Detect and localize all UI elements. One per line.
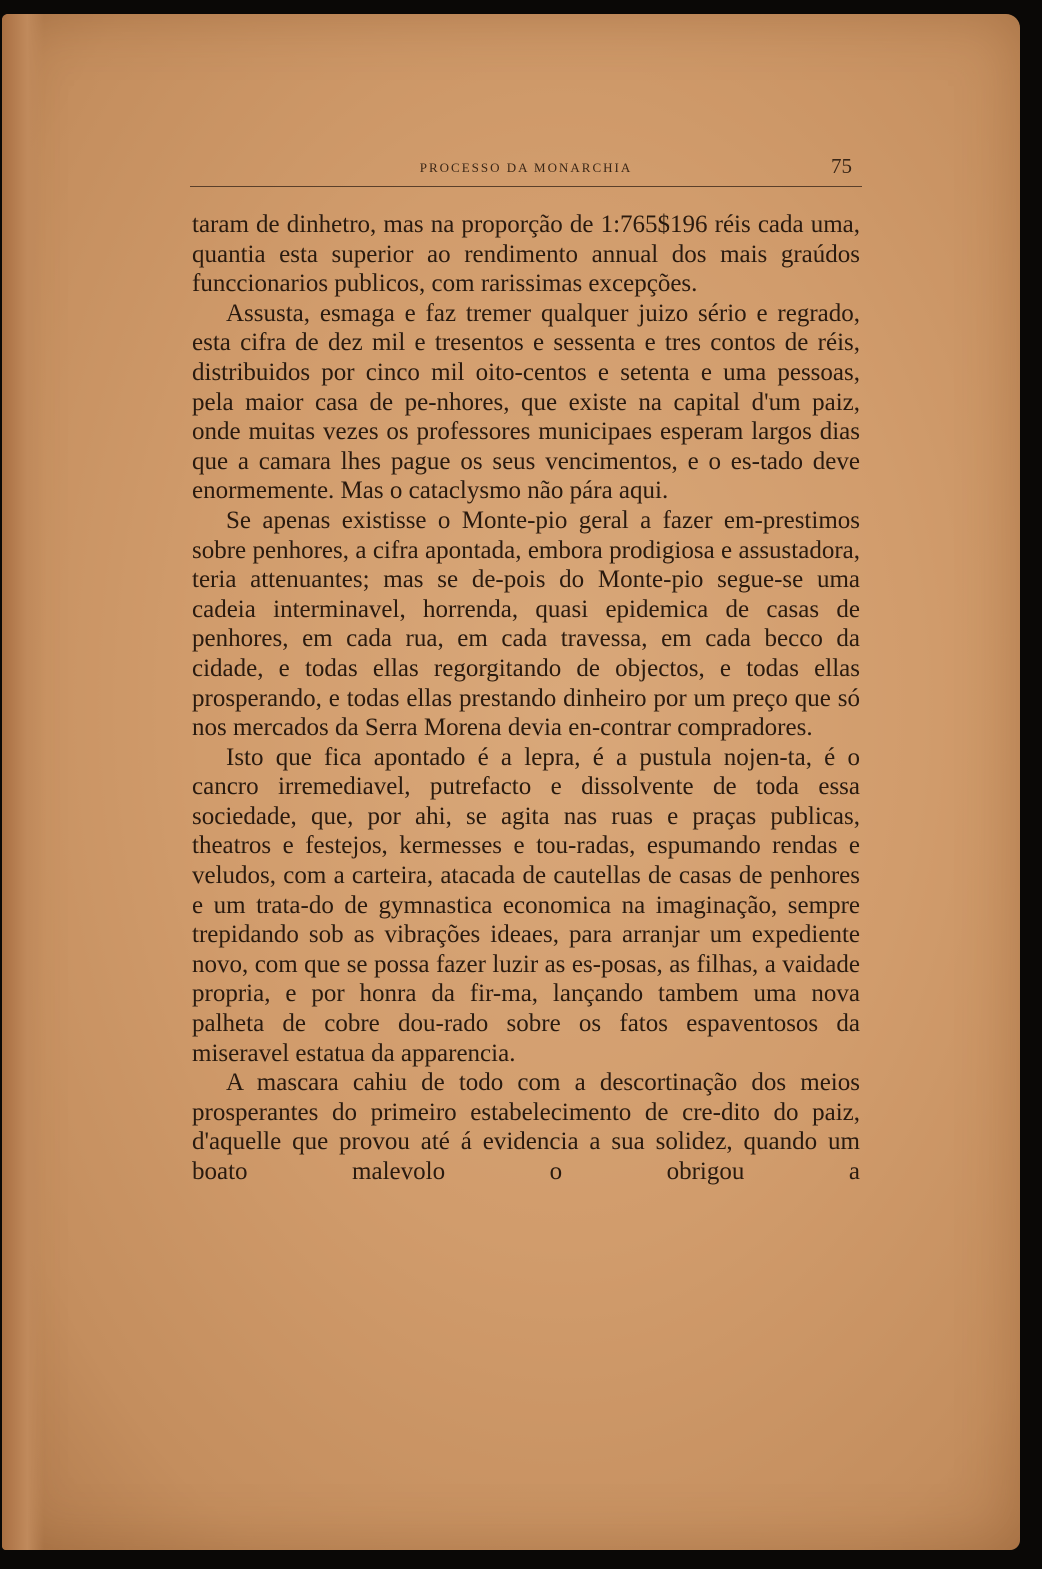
page-gutter-edge [2, 14, 44, 1550]
paragraph: A mascara cahiu de todo com a descortinação dos meios prosperantes do primeiro estabelecimento de cre-dito do paiz, d'aquelle que provou até á evidencia a sua solidez, quando um boato malevolo o obrigou a [192, 1069, 860, 1185]
paragraph-continuation: taram de dinhetro, mas na proporção de 1:765$196 réis cada uma, quantia esta superior ao rendimento annual dos mais graúdos funccionarios publicos, com rarissimas excepções. [192, 211, 860, 298]
page-number: 75 [831, 154, 852, 178]
paragraph: Isto que fica apontado é a lepra, é a pustula nojen-ta, é o cancro irremediavel, putrefacto e dissolvente de toda essa sociedade, que, por ahi, se agita nas ruas e praças publicas, theatros e festejos, kermesses e tou-radas, espumando rendas e veludos, com a carteira, atacada de cautellas de casas de penhores e um trata-do de gymnastica economica na imaginação, sempre trepidando sob as vibrações ideaes, para arranjar um expediente novo, com que se possa fazer luzir as es-posas, as filhas, a vaidade propria, e por honra da fir-ma, lançando tambem uma nova palheta de cobre dou-rado sobre os fatos espaventosos da miseravel estatua da apparencia. [192, 743, 860, 1067]
running-head-title: PROCESSO DA MONARCHIA [419, 160, 633, 175]
running-header [190, 150, 862, 187]
body-text [192, 210, 860, 1187]
paragraph: Assusta, esmaga e faz tremer qualquer juizo sério e regrado, esta cifra de dez mil e tresentos e sessenta e tres contos de réis, distribuidos por cinco mil oito-centos e setenta e uma pessoas, pela maior casa de pe-nhores, que existe na capital d'um paiz, onde muitas vezes os professores municipaes esperam largos dias que a camara lhes pague os seus vencimentos, e o es-tado deve enormemente. Mas o cataclysmo não pára aqui. [192, 299, 860, 505]
paragraph: Se apenas existisse o Monte-pio geral a fazer em-prestimos sobre penhores, a cifra apontada, embora prodigiosa e assustadora, teria attenuantes; mas se de-pois do Monte-pio segue-se uma cadeia interminavel, horrenda, quasi epidemica de casas de penhores, em cada rua, em cada travessa, em cada becco da cidade, e todas ellas regorgitando de objectos, e todas ellas prosperando, e todas ellas prestando dinheiro por um preço que só nos mercados da Serra Morena devia en-contrar compradores. [192, 506, 860, 742]
